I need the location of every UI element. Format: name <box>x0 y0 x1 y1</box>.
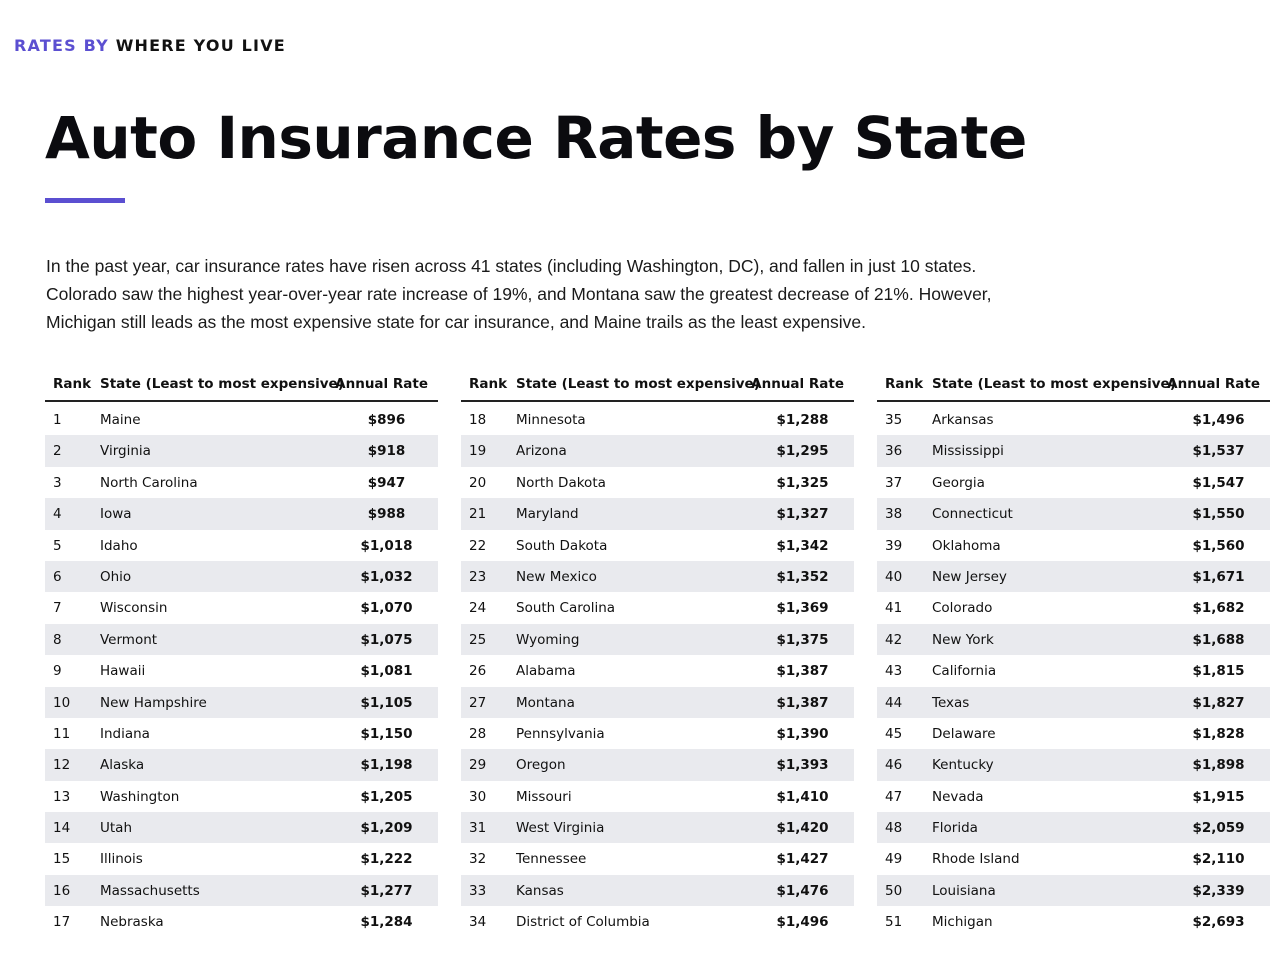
state-cell: Georgia <box>932 474 985 491</box>
table-row <box>45 498 438 529</box>
table-header <box>461 368 854 402</box>
state-cell: Hawaii <box>100 663 146 680</box>
table-row <box>877 687 1270 718</box>
table-row <box>877 781 1270 812</box>
rank-cell: 10 <box>53 694 71 711</box>
table-row <box>877 435 1270 466</box>
annual-rate-cell: $1,288 <box>776 412 829 428</box>
rates-table-column-3 <box>877 368 1270 938</box>
state-cell: North Carolina <box>100 474 198 491</box>
annual-rate-cell: $1,476 <box>776 882 829 899</box>
table-row <box>877 906 1270 937</box>
annual-rate-cell: $1,295 <box>776 443 829 460</box>
rank-cell: 6 <box>53 568 62 585</box>
annual-rate-cell: $1,547 <box>1192 474 1245 491</box>
annual-rate-cell: $1,352 <box>776 568 829 585</box>
annual-rate-cell: $1,550 <box>1192 506 1245 523</box>
table-row <box>45 624 438 655</box>
header-rank: Rank <box>469 376 508 392</box>
annual-rate-cell: $1,560 <box>1192 537 1245 554</box>
annual-rate-cell: $2,059 <box>1192 820 1245 837</box>
annual-rate-cell: $1,018 <box>360 537 413 554</box>
annual-rate-cell: $1,369 <box>776 600 829 617</box>
state-cell: Connecticut <box>932 506 1013 523</box>
table-row <box>45 749 438 780</box>
table-row <box>461 875 854 906</box>
state-cell: Wisconsin <box>100 600 168 617</box>
annual-rate-cell: $1,827 <box>1192 694 1245 711</box>
state-cell: Alaska <box>100 757 145 774</box>
table-header <box>877 368 1270 402</box>
rank-cell: 38 <box>885 506 903 523</box>
rank-cell: 29 <box>469 757 487 774</box>
eyebrow-rest: WHERE YOU LIVE <box>115 36 286 55</box>
annual-rate-cell: $1,390 <box>776 725 829 742</box>
state-cell: Oklahoma <box>932 537 1001 554</box>
table-row <box>45 875 438 906</box>
annual-rate-cell: $1,671 <box>1192 568 1245 585</box>
table-row <box>45 718 438 749</box>
state-cell: Arkansas <box>932 412 994 428</box>
rank-cell: 40 <box>885 568 903 585</box>
rank-cell: 24 <box>469 600 487 617</box>
annual-rate-cell: $1,496 <box>776 914 829 931</box>
rank-cell: 15 <box>53 851 71 868</box>
rank-cell: 31 <box>469 820 487 837</box>
rank-cell: 41 <box>885 600 903 617</box>
rank-cell: 5 <box>53 537 62 554</box>
annual-rate-cell: $1,898 <box>1192 757 1245 774</box>
rank-cell: 46 <box>885 757 903 774</box>
rank-cell: 16 <box>53 882 71 899</box>
annual-rate-cell: $1,075 <box>360 631 413 648</box>
annual-rate-cell: $896 <box>367 412 406 428</box>
table-row <box>45 781 438 812</box>
intro-paragraph: In the past year, car insurance rates have risen across 41 states (including Washington, DC), and fallen in just 10 states. Colorado saw the highest year-over-year rate increase of 19%, and Montana saw the greatest decrease of 21%. However, Michigan still leads as the most expensive state for car insurance, and Maine trails as the least expensive. <box>46 256 992 332</box>
rank-cell: 25 <box>469 631 487 648</box>
table-row <box>877 812 1270 843</box>
header-rank: Rank <box>885 376 924 392</box>
rank-cell: 3 <box>53 474 62 491</box>
rank-cell: 51 <box>885 914 903 931</box>
table-row <box>461 498 854 529</box>
rank-cell: 22 <box>469 537 487 554</box>
annual-rate-cell: $1,150 <box>360 725 413 742</box>
rank-cell: 7 <box>53 600 62 617</box>
page-title: Auto Insurance Rates by State <box>45 104 1027 172</box>
eyebrow-accent: RATES BY <box>14 36 109 55</box>
table-row <box>877 530 1270 561</box>
annual-rate-cell: $1,828 <box>1192 725 1245 742</box>
state-cell: Maine <box>100 412 141 428</box>
rank-cell: 36 <box>885 443 903 460</box>
annual-rate-cell: $1,427 <box>776 851 829 868</box>
state-cell: Colorado <box>932 600 993 617</box>
annual-rate-cell: $1,198 <box>360 757 413 774</box>
table-row <box>877 875 1270 906</box>
table-row <box>461 812 854 843</box>
rank-cell: 28 <box>469 725 487 742</box>
state-cell: District of Columbia <box>516 914 650 931</box>
annual-rate-cell: $1,327 <box>776 506 829 523</box>
annual-rate-cell: $1,105 <box>360 694 413 711</box>
state-cell: Utah <box>100 820 133 837</box>
rank-cell: 33 <box>469 882 487 899</box>
title-underline <box>45 198 125 203</box>
table-row <box>877 655 1270 686</box>
annual-rate-cell: $1,537 <box>1192 443 1245 460</box>
rank-cell: 50 <box>885 882 903 899</box>
state-cell: Kentucky <box>932 757 994 774</box>
header-state: State (Least to most expensive) <box>100 376 344 392</box>
state-cell: Wyoming <box>516 631 580 648</box>
rank-cell: 39 <box>885 537 903 554</box>
state-cell: New York <box>932 631 994 648</box>
state-cell: Michigan <box>932 914 993 931</box>
table-row <box>877 843 1270 874</box>
table-row <box>877 404 1270 435</box>
rank-cell: 44 <box>885 694 903 711</box>
rank-cell: 42 <box>885 631 903 648</box>
annual-rate-cell: $1,375 <box>776 631 829 648</box>
rank-cell: 26 <box>469 663 487 680</box>
state-cell: Montana <box>516 694 575 711</box>
table-header <box>45 368 438 402</box>
annual-rate-cell: $1,393 <box>776 757 829 774</box>
table-row <box>45 655 438 686</box>
rank-cell: 21 <box>469 506 487 523</box>
table-rows <box>877 404 1270 938</box>
table-row <box>877 592 1270 623</box>
annual-rate-cell: $2,693 <box>1192 914 1245 931</box>
state-cell: Maryland <box>516 506 579 523</box>
table-row <box>461 906 854 937</box>
header-state: State (Least to most expensive) <box>932 376 1176 392</box>
annual-rate-cell: $1,387 <box>776 663 829 680</box>
table-row <box>461 718 854 749</box>
table-row <box>45 812 438 843</box>
annual-rate-cell: $1,284 <box>360 914 413 931</box>
table-row <box>45 592 438 623</box>
table-row <box>45 906 438 937</box>
rank-cell: 11 <box>53 725 71 742</box>
state-cell: Texas <box>932 694 970 711</box>
rank-cell: 48 <box>885 820 903 837</box>
table-row <box>877 749 1270 780</box>
rank-cell: 12 <box>53 757 71 774</box>
annual-rate-cell: $1,032 <box>360 568 413 585</box>
table-row <box>877 561 1270 592</box>
annual-rate-cell: $2,110 <box>1192 851 1245 868</box>
annual-rate-cell: $1,915 <box>1192 788 1245 805</box>
table-row <box>461 435 854 466</box>
table-row <box>45 467 438 498</box>
table-row <box>45 687 438 718</box>
state-cell: Louisiana <box>932 882 996 899</box>
rank-cell: 32 <box>469 851 487 868</box>
header-annual-rate: Annual Rate <box>1167 376 1260 392</box>
annual-rate-cell: $1,222 <box>360 851 413 868</box>
table-row <box>461 687 854 718</box>
rank-cell: 47 <box>885 788 903 805</box>
annual-rate-cell: $1,387 <box>776 694 829 711</box>
state-cell: Nevada <box>932 788 984 805</box>
rates-table-column-2 <box>461 368 854 938</box>
state-cell: Rhode Island <box>932 851 1020 868</box>
state-cell: California <box>932 663 997 680</box>
table-row <box>461 624 854 655</box>
eyebrow-label <box>14 36 286 56</box>
table-row <box>877 467 1270 498</box>
state-cell: South Dakota <box>516 537 608 554</box>
state-cell: South Carolina <box>516 600 616 617</box>
annual-rate-cell: $1,209 <box>360 820 413 837</box>
annual-rate-cell: $1,070 <box>360 600 413 617</box>
annual-rate-cell: $1,682 <box>1192 600 1245 617</box>
state-cell: Idaho <box>100 537 138 554</box>
rank-cell: 13 <box>53 788 71 805</box>
rank-cell: 8 <box>53 631 62 648</box>
header-rank: Rank <box>53 376 92 392</box>
header-state: State (Least to most expensive) <box>516 376 760 392</box>
rank-cell: 27 <box>469 694 487 711</box>
state-cell: Florida <box>932 820 978 837</box>
table-row <box>877 718 1270 749</box>
rank-cell: 37 <box>885 474 903 491</box>
state-cell: Minnesota <box>516 412 586 428</box>
table-row <box>45 530 438 561</box>
rank-cell: 2 <box>53 443 62 460</box>
state-cell: Nebraska <box>100 914 164 931</box>
state-cell: Ohio <box>100 568 132 585</box>
state-cell: Indiana <box>100 725 150 742</box>
rank-cell: 49 <box>885 851 903 868</box>
annual-rate-cell: $988 <box>367 506 406 523</box>
annual-rate-cell: $1,325 <box>776 474 829 491</box>
header-annual-rate: Annual Rate <box>335 376 428 392</box>
rank-cell: 30 <box>469 788 487 805</box>
state-cell: Arizona <box>516 443 567 460</box>
rank-cell: 14 <box>53 820 71 837</box>
state-cell: Oregon <box>516 757 566 774</box>
rank-cell: 35 <box>885 412 903 428</box>
state-cell: Washington <box>100 788 180 805</box>
state-cell: West Virginia <box>516 820 605 837</box>
annual-rate-cell: $1,688 <box>1192 631 1245 648</box>
annual-rate-cell: $1,410 <box>776 788 829 805</box>
state-cell: Kansas <box>516 882 564 899</box>
rank-cell: 18 <box>469 412 487 428</box>
rank-cell: 20 <box>469 474 487 491</box>
annual-rate-cell: $1,205 <box>360 788 413 805</box>
annual-rate-cell: $1,496 <box>1192 412 1245 428</box>
table-row <box>461 530 854 561</box>
rank-cell: 34 <box>469 914 487 931</box>
state-cell: Vermont <box>100 631 158 648</box>
state-cell: Pennsylvania <box>516 725 605 742</box>
state-cell: Illinois <box>100 851 143 868</box>
table-row <box>461 749 854 780</box>
rank-cell: 23 <box>469 568 487 585</box>
annual-rate-cell: $1,277 <box>360 882 413 899</box>
state-cell: Iowa <box>100 506 132 523</box>
state-cell: Virginia <box>100 443 151 460</box>
table-row <box>461 655 854 686</box>
table-row <box>45 843 438 874</box>
header-annual-rate: Annual Rate <box>751 376 844 392</box>
table-row <box>461 781 854 812</box>
table-rows <box>461 404 854 938</box>
state-cell: Massachusetts <box>100 882 200 899</box>
state-cell: Tennessee <box>516 851 587 868</box>
table-row <box>45 404 438 435</box>
state-cell: New Jersey <box>932 568 1007 585</box>
rank-cell: 43 <box>885 663 903 680</box>
table-row <box>461 592 854 623</box>
table-rows <box>45 404 438 938</box>
annual-rate-cell: $947 <box>367 474 406 491</box>
state-cell: New Hampshire <box>100 694 207 711</box>
table-row <box>45 435 438 466</box>
state-cell: North Dakota <box>516 474 606 491</box>
table-row <box>877 498 1270 529</box>
annual-rate-cell: $918 <box>367 443 406 460</box>
annual-rate-cell: $1,420 <box>776 820 829 837</box>
table-row <box>45 561 438 592</box>
annual-rate-cell: $1,815 <box>1192 663 1245 680</box>
table-row <box>461 561 854 592</box>
annual-rate-cell: $1,081 <box>360 663 413 680</box>
table-row <box>877 624 1270 655</box>
table-row <box>461 404 854 435</box>
table-row <box>461 843 854 874</box>
rank-cell: 1 <box>53 412 62 428</box>
table-row <box>461 467 854 498</box>
rates-table-column-1 <box>45 368 438 938</box>
annual-rate-cell: $1,342 <box>776 537 829 554</box>
annual-rate-cell: $2,339 <box>1192 882 1245 899</box>
rank-cell: 45 <box>885 725 903 742</box>
rank-cell: 4 <box>53 506 62 523</box>
rank-cell: 17 <box>53 914 71 931</box>
state-cell: Missouri <box>516 788 572 805</box>
rank-cell: 9 <box>53 663 62 680</box>
rank-cell: 19 <box>469 443 487 460</box>
state-cell: Mississippi <box>932 443 1004 460</box>
state-cell: Delaware <box>932 725 996 742</box>
state-cell: New Mexico <box>516 568 597 585</box>
state-cell: Alabama <box>516 663 576 680</box>
